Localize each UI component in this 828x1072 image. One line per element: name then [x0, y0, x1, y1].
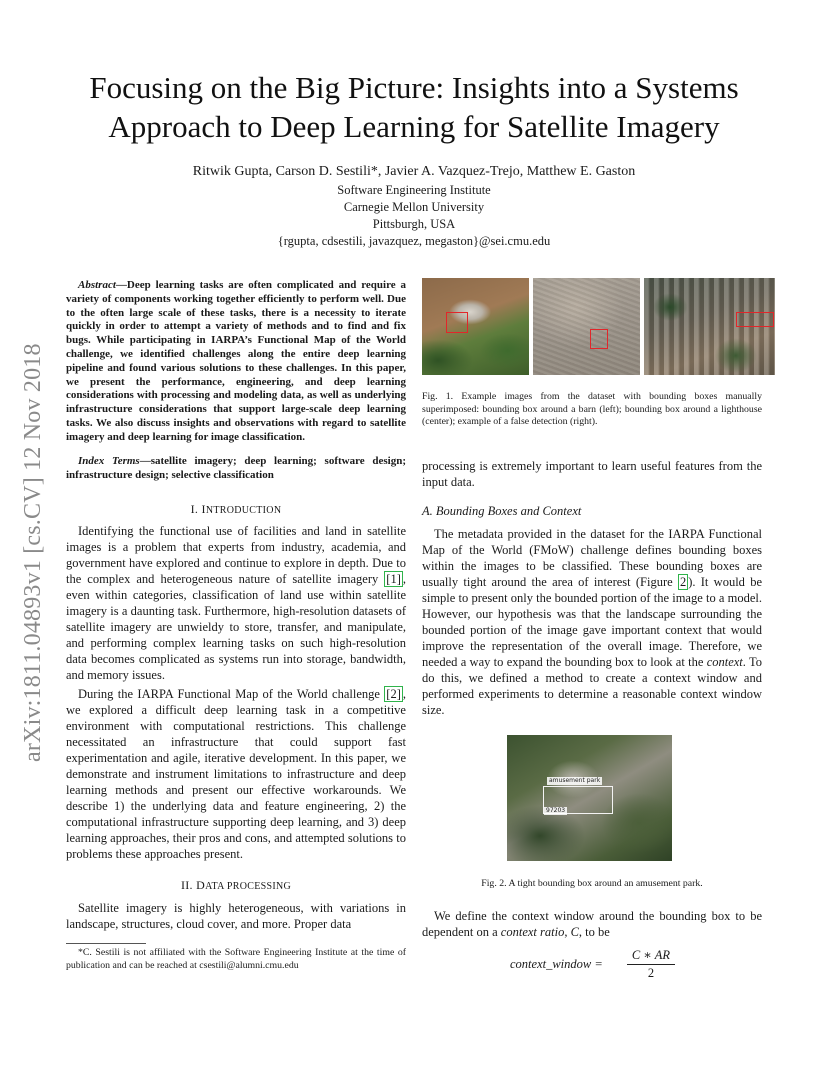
abstract	[66, 279, 406, 445]
footnote-rule	[66, 943, 146, 944]
bounding-box	[446, 312, 468, 333]
bbox-paragraph-2: We define the context window around the bounding box to be dependent on a context ratio, C, to be	[422, 909, 762, 939]
citation-link[interactable]: [2]	[386, 687, 401, 701]
bounding-box	[736, 312, 774, 327]
intro-paragraph-1: Identifying the functional use of facilities and land in satellite images is a problem that experts from industry, academia, and government have explored and continue to explore in depth. Due to the complex and heterogeneous nature of satellite imagery [1] , even within categories, classification of land use within satellite imagery is a daunting task. Furthermore, high-resolution datasets of satellite imagery are unwieldy to store, transfer, and manipulate, and performing complex learning tasks on such high-resolution data becomes complicated as systems run into storage, bandwidth, and memory issues.	[66, 524, 406, 682]
bbox-paragraph-1: The metadata provided in the dataset for the IARPA Functional Map of the World (FMoW) challenge defines bounding boxes within the images to be classified. These bounding boxes are usually tight around the area of interest (Figure 2 ). It would be simple to present only the bounded portion of the image to a model. However, our hypothesis was that the landscape surrounding the bounded portion of the image gave important context that would improve the representation of the overall image. Therefore, we needed a way to expand the bounding box to look at the context. To do this, we defined a method to create a context window and performed experiments to determine a reasonable context window size.	[422, 527, 762, 717]
citation-link[interactable]: [1]	[386, 572, 401, 586]
affiliation-line: Carnegie Mellon University	[343, 200, 485, 214]
bounding-box	[590, 329, 608, 349]
equation-numerator: C ∗ AR	[627, 947, 675, 965]
abstract-text: —Deep learning tasks are often complicated and require a variety of components working together efficiently to perform well. Due to the often large scale of these tasks, there is a necessity to iterate quickly in order to attempt a variety of methods and to find and fix bugs. While participating in IARPA’s Functional Map of the World challenge, we identified challenges along the entire deep learning pipeline and found various solutions to these challenges. In this paper, we present the performance, engineering, and deep learning considerations with processing and modeling data, as well as underlying infrastructure considerations that support large-scale deep learning tasks. We also discuss insights and observations with regard to satellite imagery and deep learning for image classification.	[66, 279, 406, 443]
figure-reference-link[interactable]: 2	[679, 575, 687, 589]
section-heading-data-processing: II. DATA PROCESSING	[180, 878, 292, 892]
figure-1-caption: Fig. 1. Example images from the dataset with bounding boxes manually superimposed: bounding box around a barn (left); bounding box around a lighthouse (center); example of a false detection (right).	[422, 391, 762, 428]
index-terms-text: —satellite imagery; deep learning; software design; infrastructure design; selective classification	[66, 455, 406, 481]
section-heading-introduction: I. INTRODUCTION	[190, 502, 282, 516]
bbox-label: amusement park	[549, 777, 601, 784]
figure-1-false-detection-image	[644, 278, 775, 375]
data-processing-continuation: processing is extremely important to learn useful features from the input data.	[422, 459, 762, 489]
equation-lhs: context_window =	[510, 957, 603, 971]
affiliation-line: Pittsburgh, USA	[372, 217, 456, 231]
figure-1-lighthouse-image	[533, 278, 640, 375]
footnote: *C. Sestili is not affiliated with the Software Engineering Institute at the time of publication and can be reached at csestili@alumni.cmu.edu	[66, 947, 406, 971]
author-emails: {rgupta, cdsestili, javazquez, megaston}@sei.cmu.edu	[277, 234, 551, 248]
data-processing-paragraph: Satellite imagery is highly heterogeneous, with variations in landscape, structures, cloud cover, and more. Proper data	[66, 901, 406, 931]
figure-2-amusement-park-image	[507, 735, 672, 861]
abstract-label: Abstract	[78, 279, 116, 291]
equation-fraction	[627, 947, 675, 981]
intro-paragraph-2: During the IARPA Functional Map of the World challenge [2] , we explored a difficult deep learning task in a competitive environment with computational restrictions. This challenge necessitated an infrastructure that could support fast experimentation and agile, iterative development. In this paper, we demonstrate and instrument limitations to infrastructure and deep learning methods and present our effective workarounds. We describe 1) the underlying data and feature engineering, 2) the computational infrastructure supporting deep learning, and 3) deep learning approaches, their pros and cons, and attempted solutions to problems these approaches present.	[66, 687, 406, 861]
figure-1-barn-image	[422, 278, 529, 375]
affiliation-line: Software Engineering Institute	[337, 183, 491, 197]
arxiv-stamp: arXiv:1811.04893v1 [cs.CV] 12 Nov 2018	[20, 343, 46, 762]
index-terms	[66, 455, 406, 483]
subsection-heading-bounding-boxes: A. Bounding Boxes and Context	[422, 504, 582, 518]
bbox-id-label: 97203	[546, 807, 566, 814]
paper-title: Focusing on the Big Picture: Insights into a Systems Approach to Deep Learning for Satellite Imagery	[89, 70, 739, 144]
figure-2-caption: Fig. 2. A tight bounding box around an amusement park.	[481, 878, 703, 889]
author-list: Ritwik Gupta, Carson D. Sestili*, Javier A. Vazquez-Trejo, Matthew E. Gaston	[192, 164, 636, 179]
equation-denominator: 2	[647, 966, 655, 980]
index-terms-label: Index Terms	[78, 455, 140, 467]
